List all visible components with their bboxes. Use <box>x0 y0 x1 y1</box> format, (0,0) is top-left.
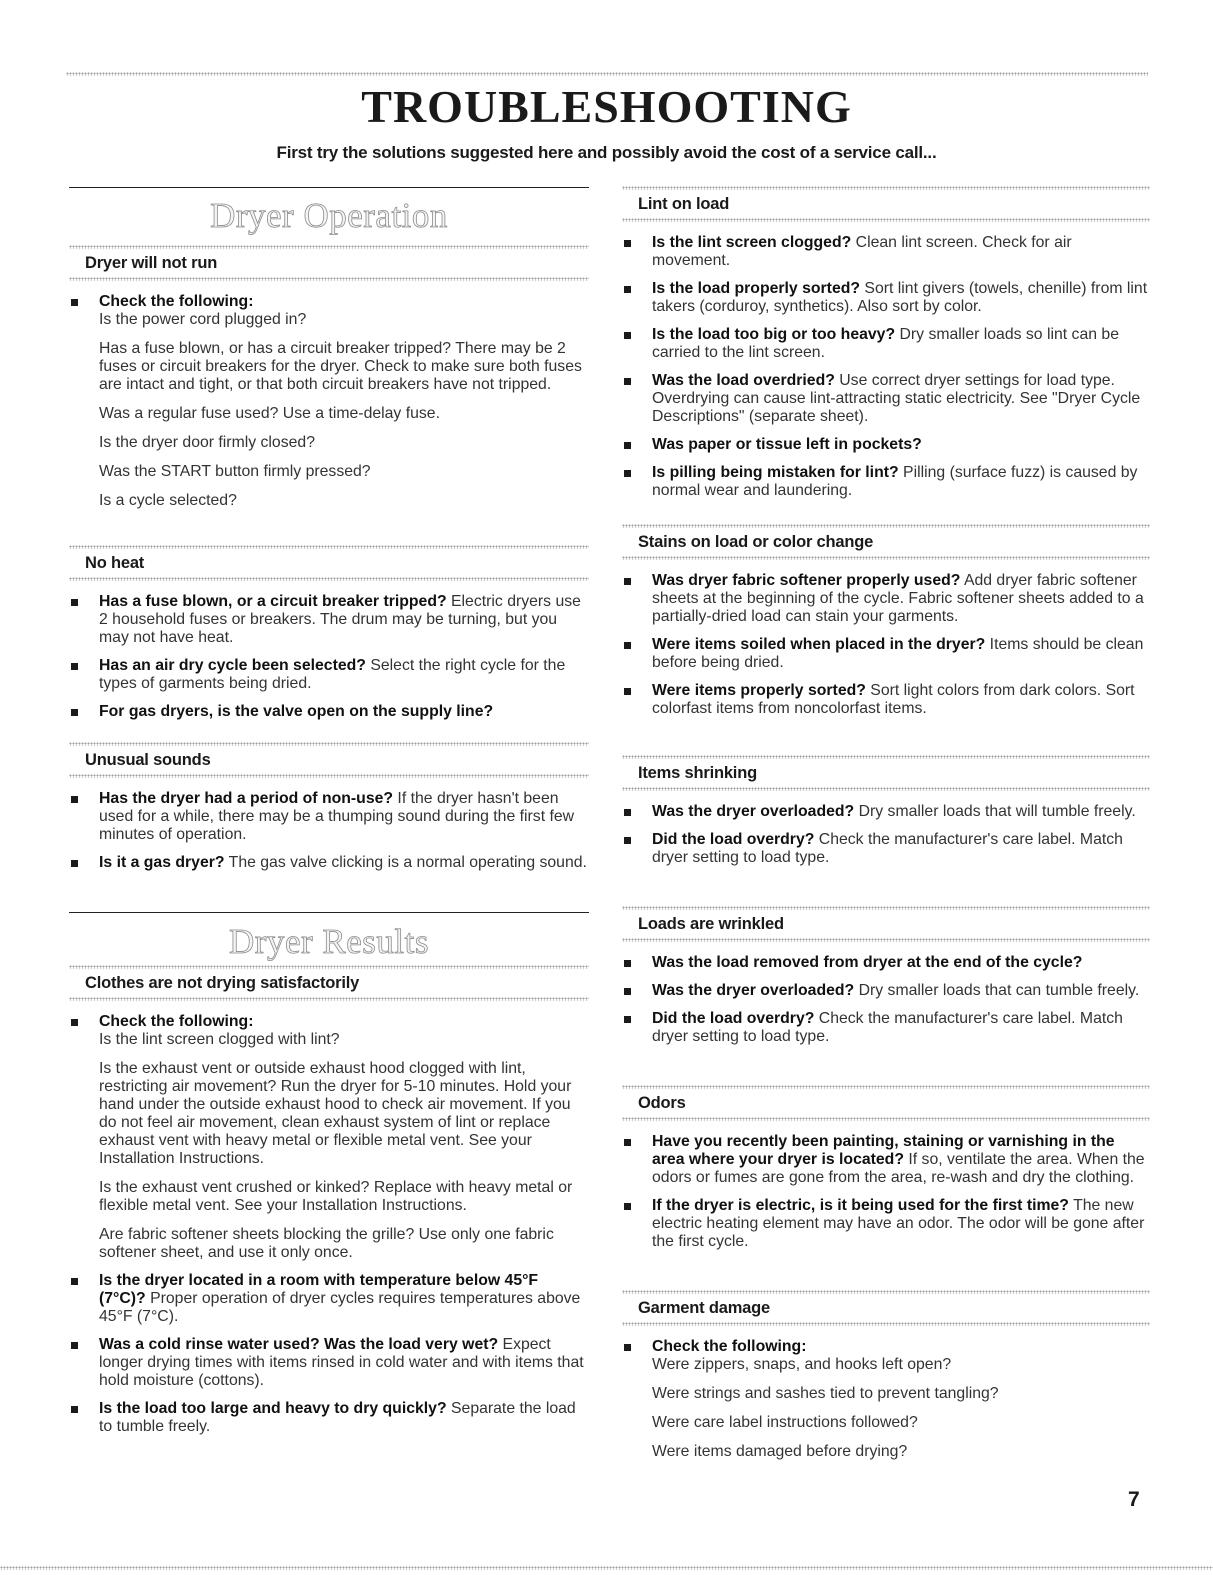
topic-heading: Unusual sounds <box>85 751 211 769</box>
answer: The gas valve clicking is a normal operating sound. <box>224 854 587 871</box>
check-line: Was a regular fuse used? Use a time-delay fuse. <box>99 405 440 422</box>
bullet-icon <box>71 1019 78 1026</box>
bullet-icon <box>624 1016 631 1023</box>
bullet-icon <box>624 578 631 585</box>
section-heading-dryer-operation: Dryer Operation <box>210 196 448 235</box>
answer: Use correct dryer settings for load type. Overdrying can cause lint-attracting static electricity. See "Dryer Cycle Descriptions" (separate sheet). <box>652 372 1141 425</box>
dotted-rule <box>69 577 589 581</box>
bullet-icon <box>71 796 78 803</box>
list-item <box>622 280 1150 316</box>
check-line: Were items damaged before drying? <box>652 1443 908 1460</box>
check-line: Is the lint screen clogged with lint? <box>99 1031 340 1048</box>
bullet-icon <box>624 988 631 995</box>
question: Were items soiled when placed in the dryer? <box>652 636 986 653</box>
list-item <box>69 854 589 872</box>
check-line: Were strings and sashes tied to prevent tangling? <box>652 1385 999 1402</box>
question: Was the dryer overloaded? <box>652 803 855 820</box>
question: Has a fuse blown, or a circuit breaker tripped? <box>99 593 447 610</box>
answer: Proper operation of dryer cycles requires temperatures above 45°F (7°C). <box>99 1290 581 1325</box>
question: Is the dryer located in a room with temperature below 45°F (7°C)? <box>99 1272 539 1307</box>
bullet-icon <box>71 1342 78 1349</box>
answer: Pilling (surface fuzz) is caused by normal wear and laundering. <box>652 464 1138 499</box>
list-item <box>622 1338 1150 1461</box>
dotted-rule <box>622 218 1150 222</box>
question: Was the load overdried? <box>652 372 835 389</box>
question: Was the load removed from dryer at the end of the cycle? <box>652 954 1083 971</box>
answer: Check the manufacturer's care label. Match dryer setting to load type. <box>652 831 1123 866</box>
question: Was dryer fabric softener properly used? <box>652 572 961 589</box>
bullet-icon <box>624 1344 631 1351</box>
check-line: Are fabric softener sheets blocking the grille? Use only one fabric softener sheet, and use it only once. <box>99 1226 554 1261</box>
list-item <box>69 1013 589 1262</box>
question: Was paper or tissue left in pockets? <box>652 436 922 453</box>
answer: Expect longer drying times with items rinsed in cold water and with items that hold moisture (cottons). <box>99 1336 584 1389</box>
bullet-icon <box>624 809 631 816</box>
question: For gas dryers, is the valve open on the supply line? <box>99 703 494 720</box>
list-item <box>69 1272 589 1326</box>
bullet-icon <box>624 470 631 477</box>
bullet-icon <box>624 332 631 339</box>
section-rule <box>69 187 589 188</box>
dotted-rule <box>622 1117 1150 1121</box>
answer: Check the manufacturer's care label. Match dryer setting to load type. <box>652 1010 1123 1045</box>
topic-no-heat <box>69 545 589 731</box>
bullet-icon <box>624 688 631 695</box>
list-item <box>622 234 1150 270</box>
page-title: TROUBLESHOOTING <box>361 81 852 132</box>
question: Is the load too large and heavy to dry quickly? <box>99 1400 447 1417</box>
page-number: 7 <box>1128 1488 1140 1511</box>
bullet-icon <box>624 642 631 649</box>
list-item <box>69 657 589 693</box>
check-line: Were care label instructions followed? <box>652 1414 918 1431</box>
topic-heading: Items shrinking <box>638 764 757 782</box>
list-item <box>622 436 1150 454</box>
list-item <box>69 1400 589 1436</box>
question: Were items properly sorted? <box>652 682 866 699</box>
topic-heading: Lint on load <box>638 195 730 213</box>
list-item <box>622 464 1150 500</box>
list-item <box>622 1010 1150 1046</box>
list-item <box>69 293 589 510</box>
list-item <box>69 703 589 721</box>
dotted-rule <box>69 277 589 281</box>
question: Is the load too big or too heavy? <box>652 326 896 343</box>
page-subtitle: First try the solutions suggested here and possibly avoid the cost of a service call... <box>276 143 937 162</box>
answer: Dry smaller loads that will tumble freely. <box>854 803 1136 820</box>
bullet-icon <box>71 1278 78 1285</box>
topic-heading: Odors <box>638 1094 686 1112</box>
bullet-icon <box>71 709 78 716</box>
answer: Separate the load to tumble freely. <box>99 1400 576 1435</box>
bullet-icon <box>624 960 631 967</box>
dotted-rule <box>622 186 1150 190</box>
answer: The new electric heating element may have an odor. The odor will be gone after the first cycle. <box>652 1197 1145 1250</box>
bullet-icon <box>71 860 78 867</box>
topic-clothes-not-drying <box>69 965 589 1446</box>
list-item <box>622 572 1150 626</box>
dotted-rule <box>69 965 589 969</box>
dotted-rule <box>69 997 589 1001</box>
topic-heading: Loads are wrinkled <box>638 915 784 933</box>
bullet-icon <box>624 1203 631 1210</box>
dotted-rule <box>622 1290 1150 1294</box>
answer: Sort lint givers (towels, chenille) from lint takers (corduroy, synthetics). Also sort by color. <box>652 280 1148 315</box>
list-item <box>622 682 1150 718</box>
answer: Select the right cycle for the types of garments being dried. <box>99 657 566 692</box>
question: Have you recently been painting, staining or varnishing in the area where your dryer is located? <box>652 1133 1115 1168</box>
topic-heading: No heat <box>85 554 145 572</box>
question: Has the dryer had a period of non-use? <box>99 790 394 807</box>
topic-items-shrinking <box>622 755 1150 877</box>
bullet-icon <box>624 837 631 844</box>
answer: If the dryer hasn't been used for a while, there may be a thumping sound during the first few minutes of operation. <box>99 790 575 843</box>
answer: If so, ventilate the area. When the odors or fumes are gone from the area, re-wash and dry the clothing. <box>652 1151 1145 1186</box>
answer: Electric dryers use 2 household fuses or breakers. The drum may be turning, but you may not have heat. <box>99 593 581 646</box>
dotted-rule <box>622 755 1150 759</box>
topic-heading: Garment damage <box>638 1299 770 1317</box>
list-item <box>622 803 1150 821</box>
dotted-rule <box>622 556 1150 560</box>
topic-odors <box>622 1085 1150 1261</box>
dotted-rule <box>622 787 1150 791</box>
list-item <box>622 326 1150 362</box>
dotted-rule <box>69 774 589 778</box>
answer: Dry smaller loads so lint can be carried to the lint screen. <box>652 326 1119 361</box>
topic-lint-on-load <box>622 186 1150 510</box>
topic-dryer-will-not-run <box>69 245 589 520</box>
dotted-rule <box>69 742 589 746</box>
topic-heading: Dryer will not run <box>85 254 218 272</box>
check-line: Is a cycle selected? <box>99 492 237 509</box>
question: Is the lint screen clogged? <box>652 234 852 251</box>
check-label: Check the following: <box>99 1013 254 1030</box>
list-item <box>69 1336 589 1390</box>
topic-stains <box>622 524 1150 728</box>
list-item <box>622 954 1150 972</box>
bullet-icon <box>71 1406 78 1413</box>
answer: Clean lint screen. Check for air movement. <box>652 234 1072 269</box>
list-item <box>622 831 1150 867</box>
check-label: Check the following: <box>99 293 254 310</box>
check-line: Has a fuse blown, or has a circuit breaker tripped? There may be 2 fuses or circuit breakers for the dryer. Check to make sure both fuses are intact and tight, or that both circuit breakers have not tripped. <box>99 340 582 393</box>
bullet-icon <box>624 286 631 293</box>
question: If the dryer is electric, is it being used for the first time? <box>652 1197 1069 1214</box>
list-item <box>622 1133 1150 1187</box>
question: Is the load properly sorted? <box>652 280 861 297</box>
list-item <box>69 593 589 647</box>
bullet-icon <box>71 599 78 606</box>
topic-unusual-sounds <box>69 742 589 882</box>
answer: Items should be clean before being dried. <box>652 636 1144 671</box>
answer: Sort light colors from dark colors. Sort colorfast items from noncolorfast items. <box>652 682 1135 717</box>
list-item <box>622 636 1150 672</box>
list-item <box>622 982 1150 1000</box>
question: Is pilling being mistaken for lint? <box>652 464 899 481</box>
top-dotted-rule <box>66 72 1148 76</box>
bullet-icon <box>624 1139 631 1146</box>
answer: Dry smaller loads that can tumble freely. <box>854 982 1140 999</box>
bullet-icon <box>624 240 631 247</box>
dotted-rule <box>622 1322 1150 1326</box>
topic-loads-wrinkled <box>622 906 1150 1056</box>
check-line: Is the exhaust vent or outside exhaust hood clogged with lint, restricting air movement? Run the dryer for 5-10 minutes. Hold your hand under the outside exhaust hood to check air movement. If you do not feel air movement, clean exhaust system of lint or replace exhaust vent with heavy metal or flexible metal vent. See your Installation Instructions. <box>99 1060 572 1167</box>
check-line: Is the dryer door firmly closed? <box>99 434 315 451</box>
question: Did the load overdry? <box>652 1010 815 1027</box>
list-item <box>622 372 1150 426</box>
topic-garment-damage <box>622 1290 1150 1471</box>
section-rule <box>69 912 589 913</box>
bullet-icon <box>624 442 631 449</box>
bottom-dotted-edge <box>0 1566 1213 1570</box>
dotted-rule <box>622 938 1150 942</box>
question: Was the dryer overloaded? <box>652 982 855 999</box>
question: Was a cold rinse water used? Was the load very wet? <box>99 1336 499 1353</box>
dotted-rule <box>622 906 1150 910</box>
dotted-rule <box>69 245 589 249</box>
question: Did the load overdry? <box>652 831 815 848</box>
check-label: Check the following: <box>652 1338 807 1355</box>
section-heading-dryer-results: Dryer Results <box>229 922 429 961</box>
answer: Add dryer fabric softener sheets at the beginning of the cycle. Fabric softener sheets added to a partially-dried load can stain your garments. <box>652 572 1144 625</box>
question: Has an air dry cycle been selected? <box>99 657 366 674</box>
topic-heading: Stains on load or color change <box>638 533 874 551</box>
check-line: Is the power cord plugged in? <box>99 311 307 328</box>
check-line: Is the exhaust vent crushed or kinked? Replace with heavy metal or flexible metal vent. See your Installation Instructions. <box>99 1179 573 1214</box>
bullet-icon <box>71 299 78 306</box>
check-line: Was the START button firmly pressed? <box>99 463 371 480</box>
dotted-rule <box>69 545 589 549</box>
dotted-rule <box>622 524 1150 528</box>
question: Is it a gas dryer? <box>99 854 225 871</box>
bullet-icon <box>71 663 78 670</box>
dotted-rule <box>622 1085 1150 1089</box>
bullet-icon <box>624 378 631 385</box>
list-item <box>622 1197 1150 1251</box>
check-line: Were zippers, snaps, and hooks left open? <box>652 1356 952 1373</box>
topic-heading: Clothes are not drying satisfactorily <box>85 974 360 992</box>
list-item <box>69 790 589 844</box>
